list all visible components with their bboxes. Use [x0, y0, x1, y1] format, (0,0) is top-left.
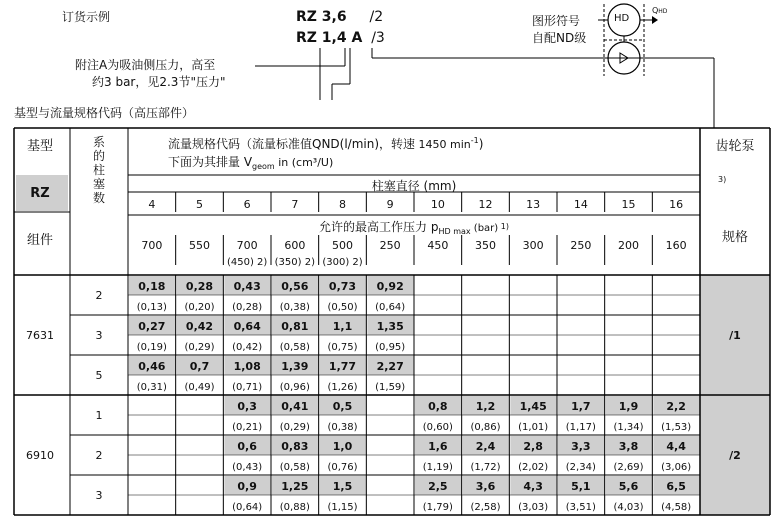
displacement-value: 0,41: [281, 400, 309, 413]
displacement-alt: (0,64): [232, 502, 263, 513]
displacement-value: 0,9: [237, 480, 257, 493]
flow-title-unit: in (cm³/U): [274, 156, 334, 169]
group-code: 7631: [26, 329, 54, 342]
gear-pump-label: 齿轮泵: [715, 139, 755, 154]
pressure-note: 1): [498, 222, 509, 231]
pressure-alt: (450) 2): [226, 257, 268, 268]
diameter-value: 9: [386, 198, 394, 211]
displacement-value: 3,3: [571, 440, 591, 453]
displacement-value: 1,1: [332, 320, 353, 333]
displacement-value: 3,8: [618, 440, 639, 453]
displacement-alt: (0,71): [232, 382, 263, 393]
displacement-value: 1,7: [571, 400, 591, 413]
displacement-value: 1,77: [328, 360, 357, 373]
displacement-value: 4,4: [666, 440, 686, 453]
displacement-alt: (0,29): [279, 422, 310, 433]
displacement-alt: (0,96): [279, 382, 310, 393]
displacement-alt: (0,58): [279, 462, 310, 473]
series-count: 1: [95, 409, 103, 422]
displacement-value: 0,7: [189, 360, 210, 373]
series-count: 2: [95, 449, 103, 462]
order-code-1b: /2: [369, 9, 384, 25]
displacement-value: 4,3: [523, 480, 543, 493]
diameter-value: 14: [573, 198, 588, 211]
displacement-value: 0,46: [138, 360, 166, 373]
displacement-alt: (2,58): [470, 502, 501, 513]
displacement-alt: (0,28): [232, 302, 263, 313]
displacement-value: 2,27: [376, 360, 404, 373]
diameter-value: 7: [291, 198, 299, 211]
displacement-alt: (1,26): [327, 382, 358, 393]
basetype-code: RZ: [30, 186, 50, 201]
displacement-value: 0,56: [281, 280, 309, 293]
gear-note: 3): [718, 175, 727, 184]
pressure-value: 550: [189, 239, 210, 252]
component-label: 组件: [26, 233, 54, 248]
col-series-char: 柱: [92, 163, 106, 177]
displacement-value: 1,45: [519, 400, 547, 413]
diameter-value: 10: [430, 198, 445, 211]
pressure-value: 250: [379, 239, 401, 252]
section-title: 基型与流量规格代码（高压部件）: [14, 106, 195, 120]
order-code-1a: RZ 3,6: [296, 9, 347, 25]
displacement-value: 1,39: [281, 360, 309, 373]
displacement-alt: (0,50): [327, 302, 358, 313]
diameter-value: 15: [621, 198, 636, 211]
displacement-alt: (2,69): [613, 462, 644, 473]
series-count: 5: [95, 369, 103, 382]
col-series-char: 数: [92, 191, 106, 205]
group-code: 6910: [26, 449, 54, 462]
displacement-value: 3,6: [475, 480, 496, 493]
diameter-label: 柱塞直径 (mm): [371, 179, 457, 193]
displacement-alt: (0,13): [136, 302, 167, 313]
displacement-value: 0,73: [328, 280, 357, 293]
displacement-value: 0,42: [185, 320, 214, 333]
displacement-value: 1,25: [281, 480, 309, 493]
displacement-alt: (1,19): [422, 462, 453, 473]
displacement-alt: (0,76): [327, 462, 358, 473]
displacement-value: 1,2: [475, 400, 496, 413]
displacement-alt: (1,72): [470, 462, 501, 473]
displacement-alt: (0,49): [184, 382, 215, 393]
diameter-value: 8: [339, 198, 346, 211]
col-series-char: 塞: [92, 177, 106, 191]
note-line2: 约3 bar，见2.3节"压力": [92, 75, 226, 89]
displacement-value: 1,35: [376, 320, 404, 333]
pressure-alt: (300) 2): [322, 257, 363, 268]
displacement-alt: (0,21): [232, 422, 263, 433]
displacement-alt: (0,75): [327, 342, 358, 353]
order-code-2b: /3: [371, 30, 385, 46]
pressure-value: 350: [475, 239, 496, 252]
displacement-alt: (3,51): [565, 502, 596, 513]
order-example-label: 订货示例: [62, 10, 111, 24]
displacement-alt: (1,01): [518, 422, 549, 433]
displacement-value: 0,43: [233, 280, 261, 293]
displacement-alt: (0,31): [136, 382, 167, 393]
diameter-value: 13: [526, 198, 541, 211]
displacement-alt: (3,06): [661, 462, 692, 473]
pressure-sub: HD max: [438, 227, 471, 236]
displacement-value: 0,83: [281, 440, 309, 453]
displacement-value: 1,6: [428, 440, 448, 453]
symbol-label2: 自配ND级: [532, 31, 587, 45]
displacement-alt: (0,29): [184, 342, 215, 353]
displacement-value: 5,6: [618, 480, 639, 493]
displacement-value: 6,5: [666, 480, 686, 493]
displacement-alt: (2,34): [565, 462, 596, 473]
displacement-value: 0,27: [138, 320, 166, 333]
displacement-alt: (0,95): [375, 342, 406, 353]
pressure-value: 700: [236, 239, 258, 252]
displacement-value: 0,18: [138, 280, 166, 293]
col-series-char: 系: [92, 135, 106, 149]
displacement-alt: (0,38): [327, 422, 358, 433]
displacement-alt: (0,58): [279, 342, 310, 353]
symbol-qhd: QHD: [652, 6, 668, 15]
displacement-alt: (0,42): [232, 342, 263, 353]
displacement-value: 1,9: [618, 400, 639, 413]
pressure-value: 700: [141, 239, 163, 252]
pressure-value: 200: [618, 239, 639, 252]
diameter-value: 12: [478, 198, 493, 211]
displacement-alt: (1,15): [327, 502, 358, 513]
flow-speed-close: ): [478, 137, 484, 151]
flow-speed-sup: -1: [470, 136, 479, 145]
displacement-value: 0,81: [281, 320, 309, 333]
displacement-value: 0,64: [233, 320, 261, 333]
pressure-label: 允许的最高工作压力 $p_{HD max}$ $^{(bar)}$ 1): [319, 220, 509, 236]
diameter-value: 16: [669, 198, 684, 211]
displacement-value: 1,08: [233, 360, 261, 373]
displacement-value: 1,0: [332, 440, 353, 453]
diameter-value: 5: [196, 198, 203, 211]
diameter-value: 4: [148, 198, 156, 211]
col-basetype-title: 基型: [26, 139, 54, 154]
displacement-value: 0,8: [428, 400, 448, 413]
diameter-value: 6: [243, 198, 251, 211]
displacement-value: 0,92: [376, 280, 404, 293]
displacement-alt: (4,58): [661, 502, 692, 513]
group-size: /2: [729, 449, 741, 462]
displacement-alt: (0,38): [279, 302, 310, 313]
displacement-alt: (0,60): [422, 422, 453, 433]
displacement-value: 2,4: [475, 440, 496, 453]
pressure-value: 160: [665, 239, 687, 252]
displacement-value: 0,6: [237, 440, 257, 453]
flow-title-line1: 流量规格代码（流量标准值QND(l/min)，转速 1450 $\min^{-1}$): [168, 136, 484, 151]
displacement-value: 2,5: [428, 480, 448, 493]
displacement-value: 2,8: [523, 440, 543, 453]
displacement-alt: (0,20): [184, 302, 215, 313]
displacement-alt: (0,64): [375, 302, 406, 313]
displacement-alt: (1,59): [375, 382, 406, 393]
flow-title-line2: 下面为其排量 $V_{geom}$ in (cm³/U): [168, 155, 334, 171]
displacement-alt: (0,88): [279, 502, 310, 513]
displacement-value: 0,5: [332, 400, 353, 413]
series-count: 3: [95, 489, 103, 502]
displacement-alt: (0,43): [232, 462, 263, 473]
pressure-unit: (bar): [470, 223, 499, 234]
pressure-value: 600: [284, 239, 306, 252]
series-count: 3: [95, 329, 103, 342]
displacement-alt: (2,02): [518, 462, 549, 473]
spec-label: 规格: [721, 230, 749, 245]
displacement-alt: (1,34): [613, 422, 644, 433]
note-line1: 附注A为吸油侧压力，高至: [75, 58, 216, 72]
displacement-alt: (4,03): [613, 502, 644, 513]
pressure-value: 250: [570, 239, 592, 252]
col-series-char: 的: [92, 149, 106, 163]
displacement-alt: (1,79): [422, 502, 453, 513]
displacement-value: 5,1: [571, 480, 591, 493]
displacement-value: 0,28: [185, 280, 214, 293]
displacement-alt: (1,53): [661, 422, 692, 433]
displacement-alt: (0,86): [470, 422, 501, 433]
pressure-value: 450: [427, 239, 449, 252]
order-code-2a: RZ 1,4 A: [296, 30, 363, 46]
displacement-alt: (3,03): [518, 502, 549, 513]
group-size: /1: [729, 329, 741, 342]
displacement-value: 1,5: [332, 480, 353, 493]
displacement-value: 2,2: [666, 400, 686, 413]
pressure-value: 300: [522, 239, 544, 252]
displacement-alt: (1,17): [565, 422, 596, 433]
symbol-hd: HD: [614, 13, 630, 24]
pressure-alt: (350) 2): [274, 257, 316, 268]
pressure-value: 500: [332, 239, 353, 252]
flow-speed: 1450 min: [415, 138, 471, 151]
displacement-value: 0,3: [237, 400, 257, 413]
flow-title-sub: geom: [252, 162, 275, 171]
displacement-alt: (0,19): [136, 342, 167, 353]
series-count: 2: [95, 289, 103, 302]
symbol-label1: 图形符号: [532, 14, 581, 28]
